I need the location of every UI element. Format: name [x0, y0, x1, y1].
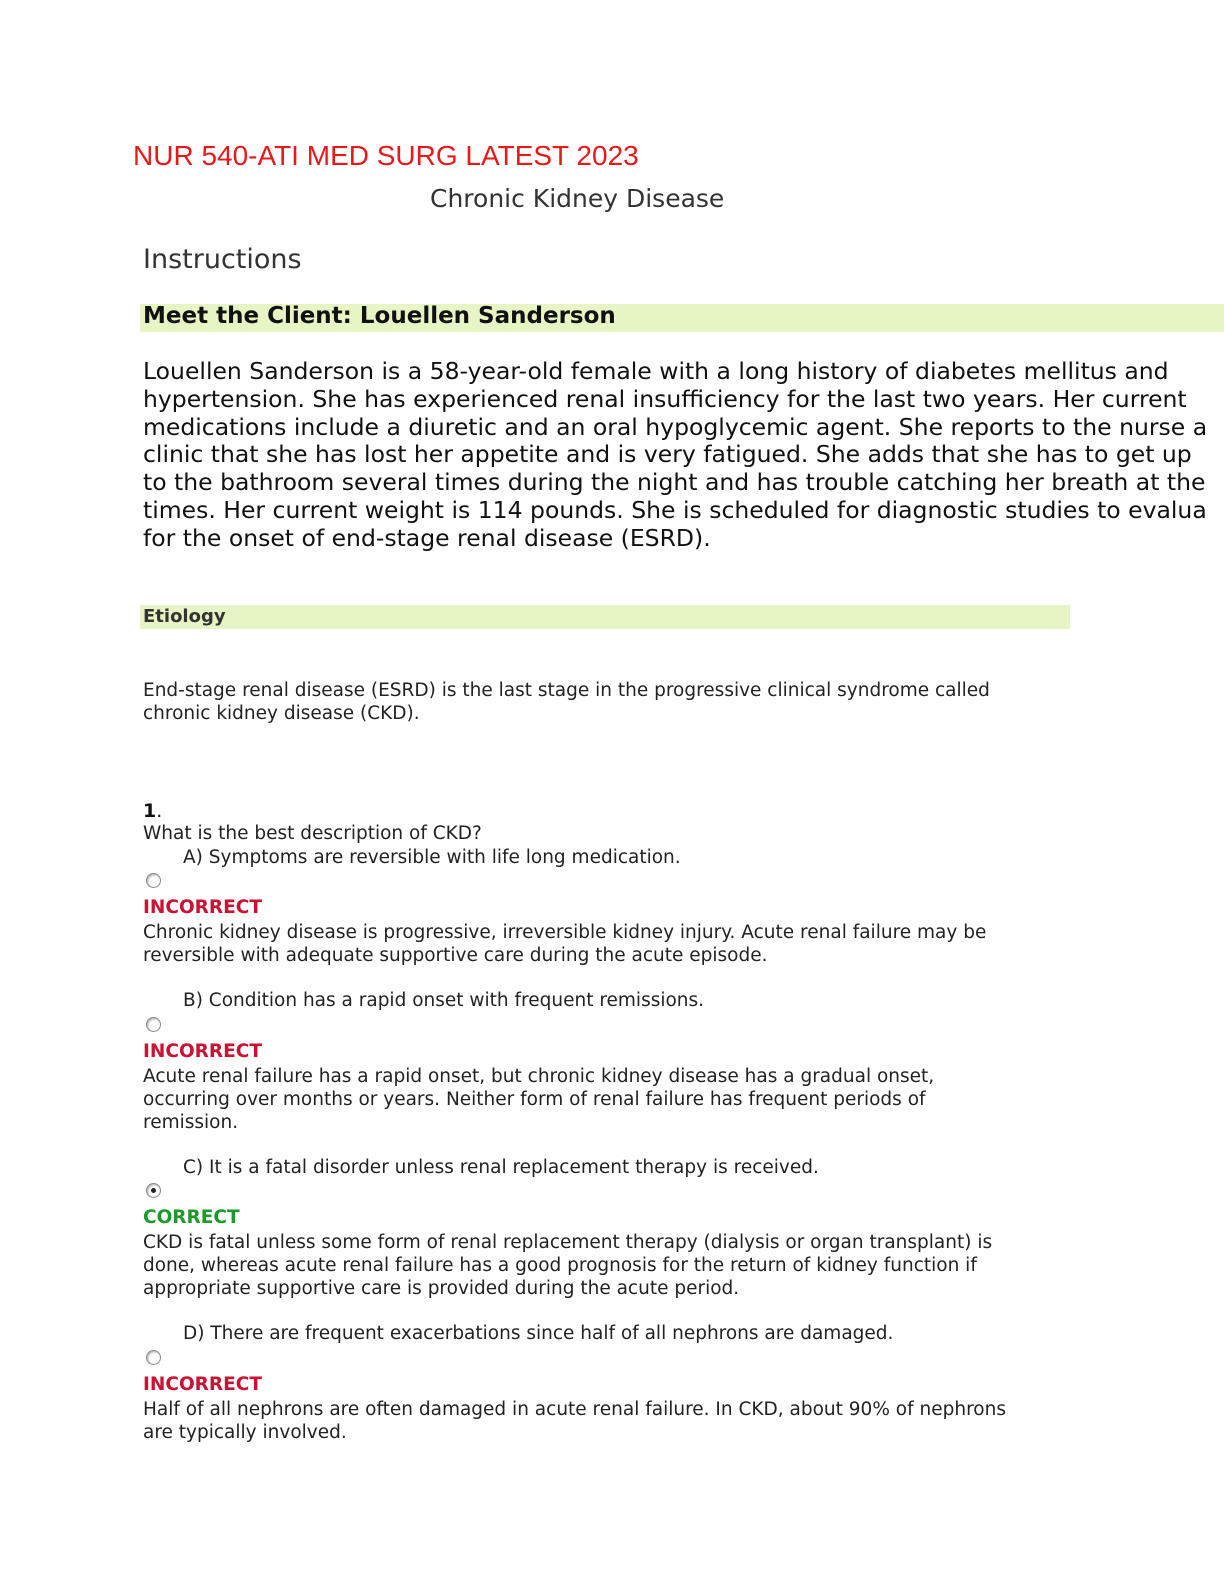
- client-paragraph-line: hypertension. She has experienced renal insufficiency for the last two years. Her current: [143, 384, 1187, 413]
- rationale-line: remission.: [143, 1112, 239, 1133]
- option-d-radio[interactable]: [146, 1350, 161, 1365]
- rationale-line: reversible with adequate supportive care during the acute episode.: [143, 945, 768, 966]
- rationale-line: appropriate supportive care is provided during the acute period.: [143, 1278, 740, 1299]
- document-title: NUR 540-ATI MED SURG LATEST 2023: [133, 140, 639, 171]
- etiology-text-line: End-stage renal disease (ESRD) is the last stage in the progressive clinical syndrome called: [143, 680, 990, 701]
- question-number-suffix: .: [156, 800, 163, 822]
- rationale-line: Chronic kidney disease is progressive, irreversible kidney injury. Acute renal failure may be: [143, 922, 987, 943]
- etiology-heading-highlight: [140, 605, 1070, 629]
- option-b-label: B) Condition has a rapid onset with frequent remissions.: [183, 990, 705, 1011]
- client-paragraph-line: to the bathroom several times during the night and has trouble catching her breath at the: [143, 468, 1206, 497]
- client-paragraph: [143, 358, 1207, 553]
- option-a-radio[interactable]: [146, 873, 161, 888]
- question-number: [143, 800, 162, 822]
- rationale-line: Half of all nephrons are often damaged in acute renal failure. In CKD, about 90% of nephrons: [143, 1399, 1006, 1420]
- etiology-text-line: chronic kidney disease (CKD).: [143, 703, 420, 724]
- etiology-heading: Etiology: [143, 606, 226, 627]
- option-c-rationale: [143, 1231, 992, 1300]
- client-heading: Meet the Client: Louellen Sanderson: [143, 303, 616, 329]
- client-paragraph-line: for the onset of end-stage renal disease (ESRD).: [143, 523, 711, 552]
- option-d-verdict: INCORRECT: [143, 1374, 262, 1395]
- document-subtitle: Chronic Kidney Disease: [430, 184, 725, 213]
- option-b-radio[interactable]: [146, 1017, 161, 1032]
- option-c-verdict: CORRECT: [143, 1207, 240, 1228]
- rationale-line: occurring over months or years. Neither form of renal failure has frequent periods of: [143, 1089, 926, 1110]
- question-number-value: 1: [143, 800, 157, 822]
- option-d-label: D) There are frequent exacerbations since half of all nephrons are damaged.: [183, 1323, 894, 1344]
- rationale-line: done, whereas acute renal failure has a good prognosis for the return of kidney function if: [143, 1255, 977, 1276]
- client-paragraph-line: medications include a diuretic and an oral hypoglycemic agent. She reports to the nurse a: [143, 412, 1208, 441]
- rationale-line: are typically involved.: [143, 1422, 347, 1443]
- etiology-text: [143, 679, 990, 725]
- client-paragraph-line: times. Her current weight is 114 pounds. She is scheduled for diagnostic studies to evalua: [143, 495, 1207, 524]
- option-b-rationale: [143, 1065, 934, 1134]
- rationale-line: Acute renal failure has a rapid onset, but chronic kidney disease has a gradual onset,: [143, 1066, 935, 1087]
- option-b-verdict: INCORRECT: [143, 1041, 262, 1062]
- question-text: What is the best description of CKD?: [143, 823, 482, 844]
- instructions-heading: Instructions: [143, 244, 302, 275]
- option-a-rationale: [143, 921, 986, 967]
- option-d-rationale: [143, 1398, 1006, 1444]
- option-c-radio[interactable]: [146, 1183, 161, 1198]
- client-paragraph-line: clinic that she has lost her appetite and is very fatigued. She adds that she has to get up: [143, 440, 1192, 469]
- option-c-label: C) It is a fatal disorder unless renal replacement therapy is received.: [183, 1157, 819, 1178]
- client-paragraph-line: Louellen Sanderson is a 58-year-old female with a long history of diabetes mellitus and: [143, 357, 1169, 385]
- option-a-verdict: INCORRECT: [143, 897, 262, 918]
- option-a-label: A) Symptoms are reversible with life long medication.: [183, 847, 681, 868]
- radio-selected-dot: [151, 1188, 156, 1193]
- rationale-line: CKD is fatal unless some form of renal replacement therapy (dialysis or organ transplant) is: [143, 1232, 993, 1253]
